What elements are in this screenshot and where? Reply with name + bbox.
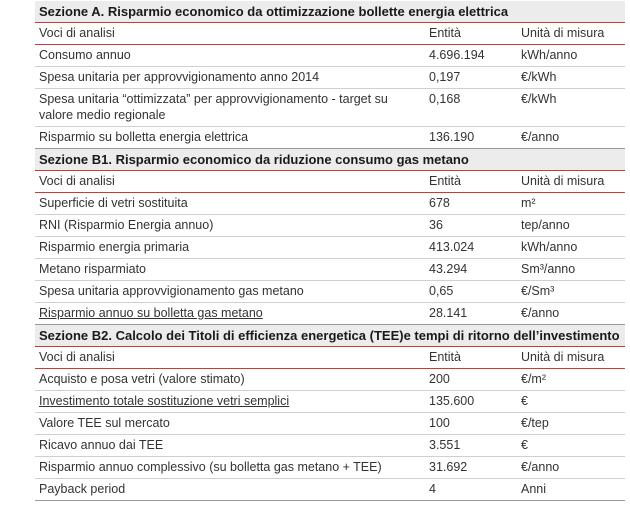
section-title: Sezione B1. Risparmio economico da riduzione consumo gas metano xyxy=(35,149,625,171)
row-label: Risparmio su bolletta energia elettrica xyxy=(35,127,425,149)
row-label: Spesa unitaria per approvvigionamento anno 2014 xyxy=(35,67,425,89)
row-unit: €/anno xyxy=(517,127,625,149)
table-row xyxy=(35,127,625,149)
row-unit: €/Sm³ xyxy=(517,281,625,303)
table-row xyxy=(35,457,625,479)
column-header-entita: Entità xyxy=(425,347,517,369)
row-unit: €/kWh xyxy=(517,89,625,127)
row-label: Risparmio energia primaria xyxy=(35,237,425,259)
table-row xyxy=(35,67,625,89)
row-unit: €/anno xyxy=(517,457,625,479)
row-value: 28.141 xyxy=(425,303,517,325)
section-b2-title-row xyxy=(35,325,625,347)
table-row xyxy=(35,215,625,237)
section-b1-title-row xyxy=(35,149,625,171)
row-unit: tep/anno xyxy=(517,215,625,237)
row-label: Consumo annuo xyxy=(35,45,425,67)
row-unit: kWh/anno xyxy=(517,45,625,67)
row-label: Metano risparmiato xyxy=(35,259,425,281)
row-value: 413.024 xyxy=(425,237,517,259)
table-row xyxy=(35,391,625,413)
row-label: RNI (Risparmio Energia annuo) xyxy=(35,215,425,237)
row-value: 4.696.194 xyxy=(425,45,517,67)
row-unit: €/anno xyxy=(517,303,625,325)
row-value: 0,168 xyxy=(425,89,517,127)
row-value: 136.190 xyxy=(425,127,517,149)
row-label: Payback period xyxy=(35,479,425,501)
column-header-unita: Unità di misura xyxy=(517,347,625,369)
table-row xyxy=(35,281,625,303)
row-unit: Sm³/anno xyxy=(517,259,625,281)
table-row xyxy=(35,45,625,67)
row-unit: €/kWh xyxy=(517,67,625,89)
table-row xyxy=(35,303,625,325)
row-value: 0,197 xyxy=(425,67,517,89)
row-unit: kWh/anno xyxy=(517,237,625,259)
row-value: 3.551 xyxy=(425,435,517,457)
section-b2-header-row xyxy=(35,347,625,369)
row-unit: m² xyxy=(517,193,625,215)
column-header-voci: Voci di analisi xyxy=(35,347,425,369)
row-label: Investimento totale sostituzione vetri semplici xyxy=(35,391,425,413)
section-a-header-row xyxy=(35,23,625,45)
row-unit: € xyxy=(517,391,625,413)
row-unit: €/m² xyxy=(517,369,625,391)
row-unit: € xyxy=(517,435,625,457)
column-header-voci: Voci di analisi xyxy=(35,23,425,45)
row-value: 4 xyxy=(425,479,517,501)
analysis-table xyxy=(35,1,625,501)
row-value: 0,65 xyxy=(425,281,517,303)
row-unit: Anni xyxy=(517,479,625,501)
row-label: Risparmio annuo su bolletta gas metano xyxy=(35,303,425,325)
row-value: 43.294 xyxy=(425,259,517,281)
column-header-entita: Entità xyxy=(425,171,517,193)
table-row xyxy=(35,89,625,127)
table-row xyxy=(35,479,625,501)
row-label: Risparmio annuo complessivo (su bolletta gas metano + TEE) xyxy=(35,457,425,479)
section-b1-header-row xyxy=(35,171,625,193)
row-label: Acquisto e posa vetri (valore stimato) xyxy=(35,369,425,391)
row-value: 36 xyxy=(425,215,517,237)
row-label: Spesa unitaria approvvigionamento gas metano xyxy=(35,281,425,303)
row-unit: €/tep xyxy=(517,413,625,435)
section-title: Sezione A. Risparmio economico da ottimizzazione bollette energia elettrica xyxy=(35,1,625,23)
section-a-title-row xyxy=(35,1,625,23)
table-row xyxy=(35,259,625,281)
row-label: Superficie di vetri sostituita xyxy=(35,193,425,215)
column-header-unita: Unità di misura xyxy=(517,23,625,45)
section-title: Sezione B2. Calcolo dei Titoli di efficienza energetica (TEE)e tempi di ritorno dell’investimento xyxy=(35,325,625,347)
column-header-unita: Unità di misura xyxy=(517,171,625,193)
table-row xyxy=(35,435,625,457)
table-row xyxy=(35,237,625,259)
row-label: Valore TEE sul mercato xyxy=(35,413,425,435)
row-value: 100 xyxy=(425,413,517,435)
column-header-entita: Entità xyxy=(425,23,517,45)
table-row xyxy=(35,369,625,391)
row-value: 200 xyxy=(425,369,517,391)
row-value: 678 xyxy=(425,193,517,215)
table-row xyxy=(35,193,625,215)
row-value: 31.692 xyxy=(425,457,517,479)
row-label: Ricavo annuo dai TEE xyxy=(35,435,425,457)
table-row xyxy=(35,413,625,435)
row-label: Spesa unitaria “ottimizzata” per approvvigionamento - target su valore medio regionale xyxy=(35,89,425,127)
column-header-voci: Voci di analisi xyxy=(35,171,425,193)
row-value: 135.600 xyxy=(425,391,517,413)
